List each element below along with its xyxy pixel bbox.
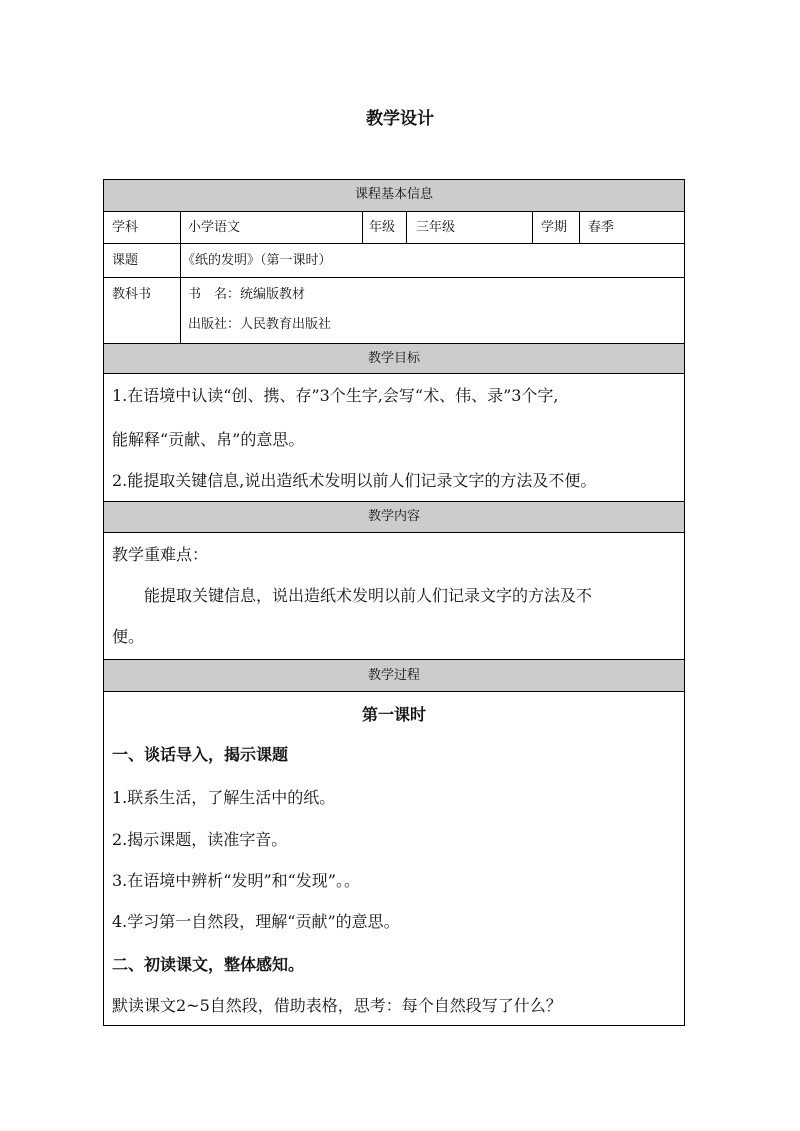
page-title: 教学设计: [366, 109, 434, 129]
content-heading: 教学重难点：: [112, 545, 209, 564]
textbook-publisher: 出版社：人民教育出版社: [188, 317, 332, 332]
column-divider: [406, 211, 407, 244]
part1-item-1: 1.联系生活，了解生活中的纸。: [112, 788, 336, 807]
column-divider: [180, 211, 181, 344]
section-header-content: 教学内容: [104, 501, 684, 533]
column-divider: [532, 211, 533, 244]
content-line-2: 便。: [112, 627, 145, 646]
part2-title: 二、初读课文，整体感知。: [112, 955, 305, 974]
objective-line-2: 能解释“贡献、帛”的意思。: [112, 430, 305, 449]
part1-item-3: 3.在语境中辨析“发明”和“发现”。。: [112, 871, 360, 890]
content-line-1: 能提取关键信息，说出造纸术发明以前人们记录文字的方法及不: [144, 586, 593, 605]
lesson-title: 第一课时: [361, 705, 426, 724]
part2-text: 默读课文2~5自然段，借助表格，思考：每个自然段写了什么？: [112, 996, 562, 1015]
row-divider: [104, 277, 684, 278]
column-divider: [579, 211, 580, 244]
grade-label: 年级: [369, 220, 396, 235]
column-divider: [362, 211, 363, 244]
grade-value: 三年级: [416, 220, 456, 235]
term-value: 春季: [588, 220, 615, 235]
textbook-name: 书 名：统编版教材: [188, 287, 306, 302]
textbook-label: 教科书: [112, 287, 152, 302]
section-header-objectives: 教学目标: [104, 343, 684, 374]
part1-item-4: 4.学习第一自然段，理解“贡献”的意思。: [112, 912, 400, 931]
subject-value: 小学语文: [188, 220, 241, 235]
subject-label: 学科: [112, 220, 139, 235]
topic-value: 《纸的发明》（第一课时）: [182, 253, 332, 268]
term-label: 学期: [541, 220, 568, 235]
topic-label: 课题: [112, 253, 139, 268]
row-divider: [104, 243, 684, 244]
section-header-process: 教学过程: [104, 659, 684, 692]
part1-item-2: 2.揭示课题，读准字音。: [112, 830, 288, 849]
lesson-plan-table: [103, 179, 685, 1026]
part1-title: 一、谈话导入，揭示课题: [112, 745, 289, 764]
objective-line-1: 1.在语境中认读“创、携、存”3个生字,会写“术、伟、录”3个字,: [112, 386, 559, 405]
objective-line-3: 2.能提取关键信息,说出造纸术发明以前人们记录文字的方法及不便。: [112, 471, 597, 490]
section-header-basic-info: 课程基本信息: [104, 180, 684, 212]
